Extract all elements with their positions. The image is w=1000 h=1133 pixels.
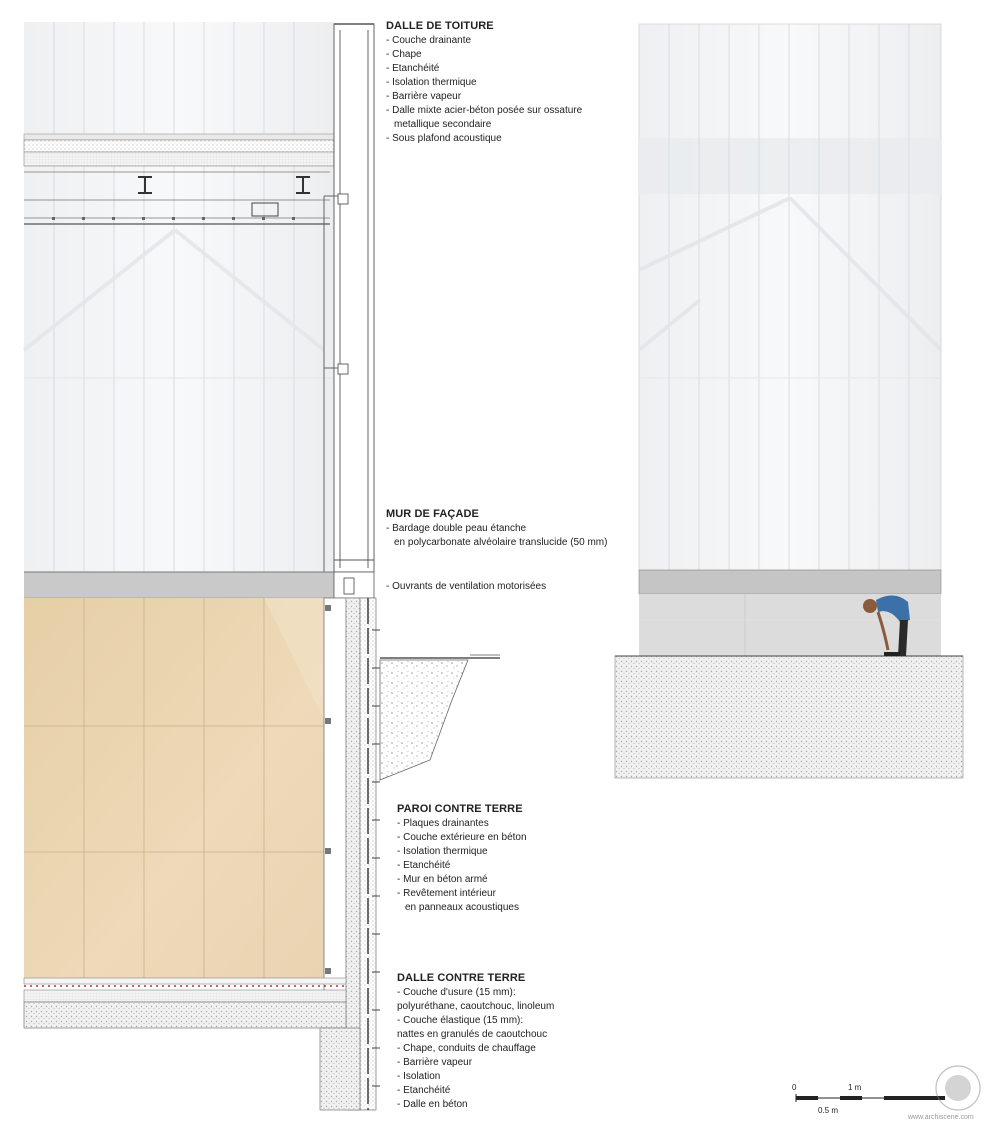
annotation-ground-slab xyxy=(397,972,554,1112)
annotation-vents xyxy=(386,580,546,594)
annotation-ground-slab-item: - Chape, conduits de chauffage xyxy=(397,1043,536,1054)
section-ground-fill xyxy=(380,655,500,780)
scale-label-zero: 0 xyxy=(792,1083,797,1092)
annotation-roof-title: DALLE DE TOITURE xyxy=(386,20,494,32)
scale-label-half-meter: 0.5 m xyxy=(818,1106,839,1115)
annotation-earth-wall-item: - Etanchéité xyxy=(397,860,451,871)
annotation-ground-slab-item: - Isolation xyxy=(397,1071,441,1082)
annotation-earth-wall-item: - Couche extérieure en béton xyxy=(397,832,527,843)
annotation-earth-wall-item: - Revêtement intérieur xyxy=(397,888,496,899)
annotation-ground-slab-item: - Dalle en béton xyxy=(397,1099,468,1110)
annotation-earth-wall-item: en panneaux acoustiques xyxy=(405,902,519,913)
annotation-facade-title: MUR DE FAÇADE xyxy=(386,508,479,520)
annotation-roof-item: - Barrière vapeur xyxy=(386,91,462,102)
annotation-ground-slab-title: DALLE CONTRE TERRE xyxy=(397,972,526,984)
annotation-facade-item: - Bardage double peau étanche xyxy=(386,523,527,534)
annotation-earth-wall xyxy=(397,803,527,915)
annotation-facade-item: en polycarbonate alvéolaire translucide (50 mm) xyxy=(394,537,608,548)
annotation-ground-slab-item: - Couche d'usure (15 mm): xyxy=(397,987,516,998)
annotation-roof-item: - Couche drainante xyxy=(386,35,472,46)
section-steel-band xyxy=(24,572,334,598)
annotation-roof-slab xyxy=(386,20,582,146)
annotation-earth-wall-item: - Isolation thermique xyxy=(397,846,488,857)
annotation-ground-slab-item: polyuréthane, caoutchouc, linoleum xyxy=(397,1001,555,1012)
annotation-roof-item: metallique secondaire xyxy=(394,119,492,130)
watermark-seal xyxy=(936,1066,980,1110)
watermark-text: www.archiscene.com xyxy=(908,1114,974,1121)
annotation-ground-slab-item: - Barrière vapeur xyxy=(397,1057,473,1068)
elevation-facade xyxy=(615,24,963,778)
scale-label-one-meter: 1 m xyxy=(848,1083,862,1092)
section-upper-facade xyxy=(24,22,334,572)
annotation-roof-item: - Chape xyxy=(386,49,422,60)
annotation-ground-slab-item: - Etanchéité xyxy=(397,1085,451,1096)
annotation-vents-item: - Ouvrants de ventilation motorisées xyxy=(386,581,547,592)
annotation-roof-item: - Etanchéité xyxy=(386,63,440,74)
annotation-roof-item: - Dalle mixte acier-béton posée sur ossature xyxy=(386,105,583,116)
annotation-earth-wall-title: PAROI CONTRE TERRE xyxy=(397,803,523,815)
section-ground-slab xyxy=(24,978,360,1110)
scale-bar xyxy=(796,1094,945,1102)
annotation-ground-slab-item: - Couche élastique (15 mm): xyxy=(397,1015,524,1026)
annotation-earth-wall-item: - Mur en béton armé xyxy=(397,874,488,885)
annotation-roof-item: - Sous plafond acoustique xyxy=(386,133,502,144)
section-wood-panels xyxy=(24,598,324,978)
annotation-roof-item: - Isolation thermique xyxy=(386,77,477,88)
annotation-facade-wall xyxy=(386,508,607,550)
annotation-ground-slab-item: nattes en granulés de caoutchouc xyxy=(397,1029,548,1040)
annotation-earth-wall-item: - Plaques drainantes xyxy=(397,818,489,829)
